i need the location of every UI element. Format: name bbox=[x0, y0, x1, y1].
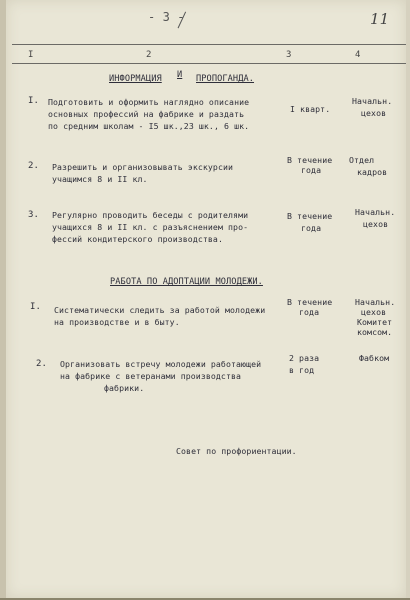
section-title-information-part1: ИНФОРМАЦИЯ bbox=[109, 74, 162, 84]
column-1-number: I bbox=[28, 50, 34, 60]
sheet-number: 11 bbox=[370, 10, 390, 28]
header-rule-top bbox=[12, 44, 406, 45]
item-term: В течение bbox=[287, 211, 333, 221]
section-title-information-part2: И bbox=[177, 70, 183, 80]
document-page bbox=[6, 0, 406, 598]
item-text-line: фабрики. bbox=[104, 383, 145, 393]
item-responsible: кадров bbox=[357, 167, 388, 177]
column-3-number: 3 bbox=[286, 50, 292, 60]
item-responsible: комсом. bbox=[357, 327, 393, 337]
section-title-information-part3: ПРОПОГАНДА. bbox=[196, 74, 255, 84]
item-responsible: Начальн. bbox=[352, 96, 393, 106]
item-term: 2 раза bbox=[289, 353, 320, 363]
item-responsible: Отдел bbox=[349, 155, 375, 165]
item-term: В течение bbox=[287, 155, 333, 165]
item-text-line: по средним школам - I5 шк.,23 шк., 6 шк. bbox=[48, 121, 250, 131]
item-term: В течение bbox=[287, 297, 333, 307]
item-text-line: Разрешить и организовывать экскурсии bbox=[52, 162, 234, 172]
item-text-line: на фабрике с ветеранами производства bbox=[60, 371, 242, 381]
item-number: I. bbox=[30, 302, 42, 312]
item-responsible: цехов bbox=[361, 307, 387, 317]
item-text-line: Организовать встречу молодежи работающей bbox=[60, 359, 262, 369]
section-title-youth-adaptation: РАБОТА ПО АДОПТАЦИИ МОЛОДЕЖИ. bbox=[110, 277, 263, 287]
item-number: 3. bbox=[28, 210, 40, 220]
item-term: в год bbox=[289, 365, 315, 375]
signature-line: Совет по профориентации. bbox=[176, 446, 297, 456]
item-responsible: Фабком bbox=[359, 353, 390, 363]
item-term: I кварт. bbox=[290, 104, 331, 114]
item-text-line: основных профессий на фабрике и раздать bbox=[48, 109, 245, 119]
item-responsible: Начальн. bbox=[355, 207, 396, 217]
item-term: года bbox=[301, 165, 322, 175]
item-responsible: цехов bbox=[363, 219, 389, 229]
item-text-line: Систематически следить за работой молодежи bbox=[54, 305, 266, 315]
item-term: года bbox=[299, 307, 320, 317]
column-4-number: 4 bbox=[355, 50, 361, 60]
item-text-line: учащихся 8 и II кл. с разъяснением про- bbox=[52, 222, 249, 232]
item-number: I. bbox=[28, 96, 40, 106]
item-term: года bbox=[301, 223, 322, 233]
item-text-line: учащимся 8 и II кл. bbox=[52, 174, 148, 184]
item-text-line: на производстве и в быту. bbox=[54, 317, 180, 327]
header-rule-bottom bbox=[12, 63, 406, 64]
item-text-line: Подготовить и оформить наглядно описание bbox=[48, 97, 250, 107]
item-number: 2. bbox=[28, 161, 40, 171]
item-number: 2. bbox=[36, 359, 48, 369]
item-responsible: цехов bbox=[361, 108, 387, 118]
item-text-line: Регулярно проводить беседы с родителями bbox=[52, 210, 249, 220]
item-text-line: фессий кондитерского производства. bbox=[52, 234, 223, 244]
item-responsible: Начальн. bbox=[355, 297, 396, 307]
item-responsible: Комитет bbox=[357, 317, 393, 327]
page-number: - 3 - bbox=[148, 10, 185, 24]
column-2-number: 2 bbox=[146, 50, 152, 60]
